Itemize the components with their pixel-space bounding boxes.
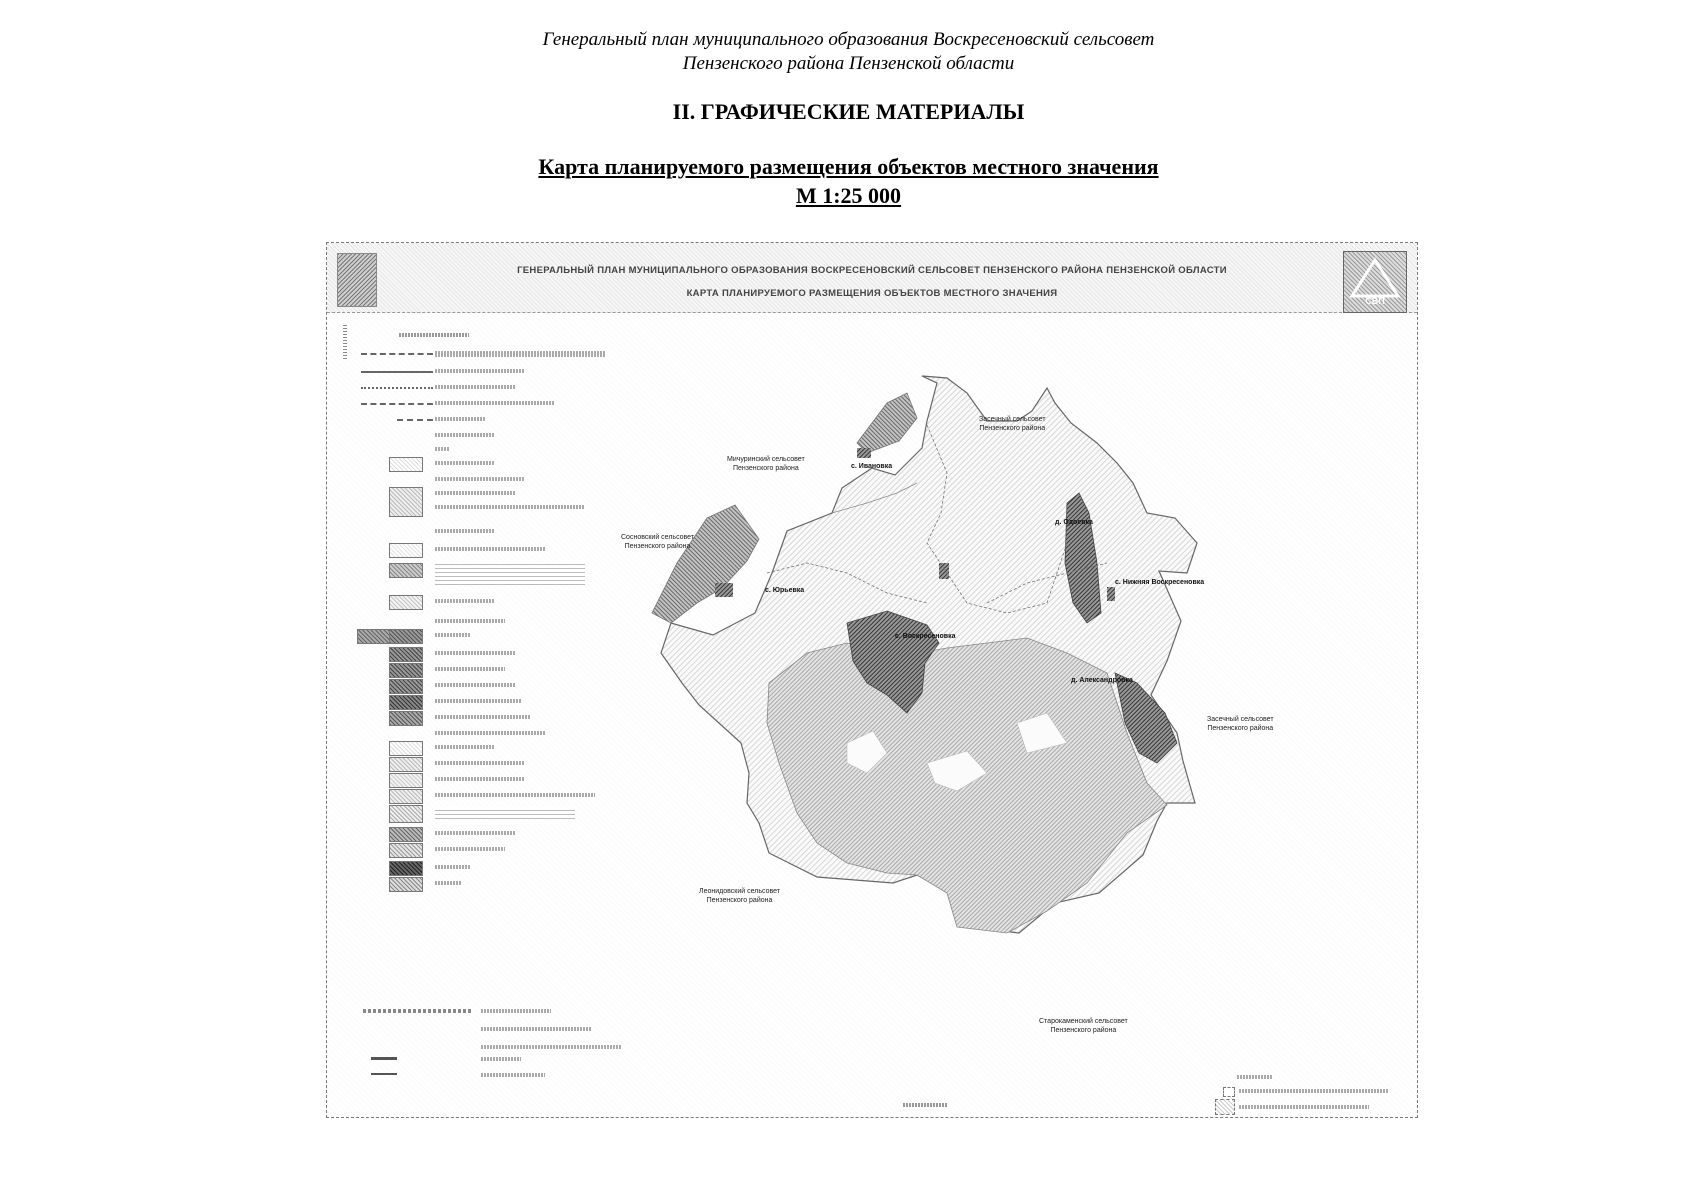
neighbor-label-west xyxy=(621,533,694,551)
map-scale-text: М 1:25 000 xyxy=(795,183,902,208)
neighbor-label-southwest-line1: Леонидовский сельсовет xyxy=(699,888,780,895)
neighbor-label-northwest-line2: Пензенского района xyxy=(732,465,799,472)
settlement-label-odoyevka: д. Одоевка xyxy=(1055,519,1093,526)
north-zone xyxy=(857,393,917,453)
neighbor-label-east xyxy=(1207,715,1274,733)
neighbor-label-east-line1: Засечный сельсовет xyxy=(1207,716,1274,723)
settlement-label-voskresenovka: с. Воскресеновка xyxy=(895,633,956,640)
neighbor-label-southwest-line2: Пензенского района xyxy=(706,897,773,904)
logo-text: СВП xyxy=(1365,296,1385,306)
neighbor-label-south xyxy=(1039,1017,1128,1035)
settlement-label-ivanovka: с. Ивановка xyxy=(851,463,893,470)
territory-map xyxy=(327,243,1419,1119)
settlement-block xyxy=(939,563,949,579)
neighbor-label-northwest-line1: Мичуринский сельсовет xyxy=(727,456,805,463)
settlement-block xyxy=(857,448,871,458)
map-scale xyxy=(0,182,1697,210)
map-title xyxy=(0,153,1697,181)
settlement-block xyxy=(1107,587,1115,601)
neighbor-label-north xyxy=(979,415,1046,433)
neighbor-label-west-line2: Пензенского района xyxy=(624,543,691,550)
neighbor-label-north-line1: Засечный сельсовет xyxy=(979,416,1046,423)
map-title-text: Карта планируемого размещения объектов местного значения xyxy=(538,154,1159,179)
settlement-label-aleksandrovka: д. Александровка xyxy=(1071,677,1133,684)
section-heading: II. ГРАФИЧЕСКИЕ МАТЕРИАЛЫ xyxy=(672,99,1025,124)
document-subtitle-line2: Пензенского района Пензенской области xyxy=(682,53,1015,74)
neighbor-label-south-line2: Пензенского района xyxy=(1050,1027,1117,1034)
west-zone xyxy=(652,505,759,623)
banner-line2: КАРТА ПЛАНИРУЕМОГО РАЗМЕЩЕНИЯ ОБЪЕКТОВ МЕСТНОГО ЗНАЧЕНИЯ xyxy=(686,288,1058,299)
document-subtitle-line1: Генеральный план муниципального образования Воскресеновский сельсовет xyxy=(542,29,1155,50)
settlement-block xyxy=(715,583,733,597)
map-sheet xyxy=(326,242,1418,1118)
banner-line1: ГЕНЕРАЛЬНЫЙ ПЛАН МУНИЦИПАЛЬНОГО ОБРАЗОВАНИЯ ВОСКРЕСЕНОВСКИЙ СЕЛЬСОВЕТ ПЕНЗЕНСКОГО РАЙОНА ПЕНЗЕНСКОЙ ОБЛАСТИ xyxy=(517,265,1227,276)
neighbor-label-west-line1: Сосновский сельсовет xyxy=(621,534,695,541)
settlement-label-yuryevka: с. Юрьевка xyxy=(765,587,805,594)
neighbor-label-northwest xyxy=(727,455,805,473)
settlement-label-nizh-voskresenovka: с. Нижняя Воскресеновка xyxy=(1115,579,1205,586)
neighbor-label-east-line2: Пензенского района xyxy=(1207,725,1274,732)
neighbor-label-north-line2: Пензенского района xyxy=(979,425,1046,432)
neighbor-label-south-line1: Старокаменский сельсовет xyxy=(1039,1018,1128,1025)
neighbor-label-southwest xyxy=(699,887,780,905)
